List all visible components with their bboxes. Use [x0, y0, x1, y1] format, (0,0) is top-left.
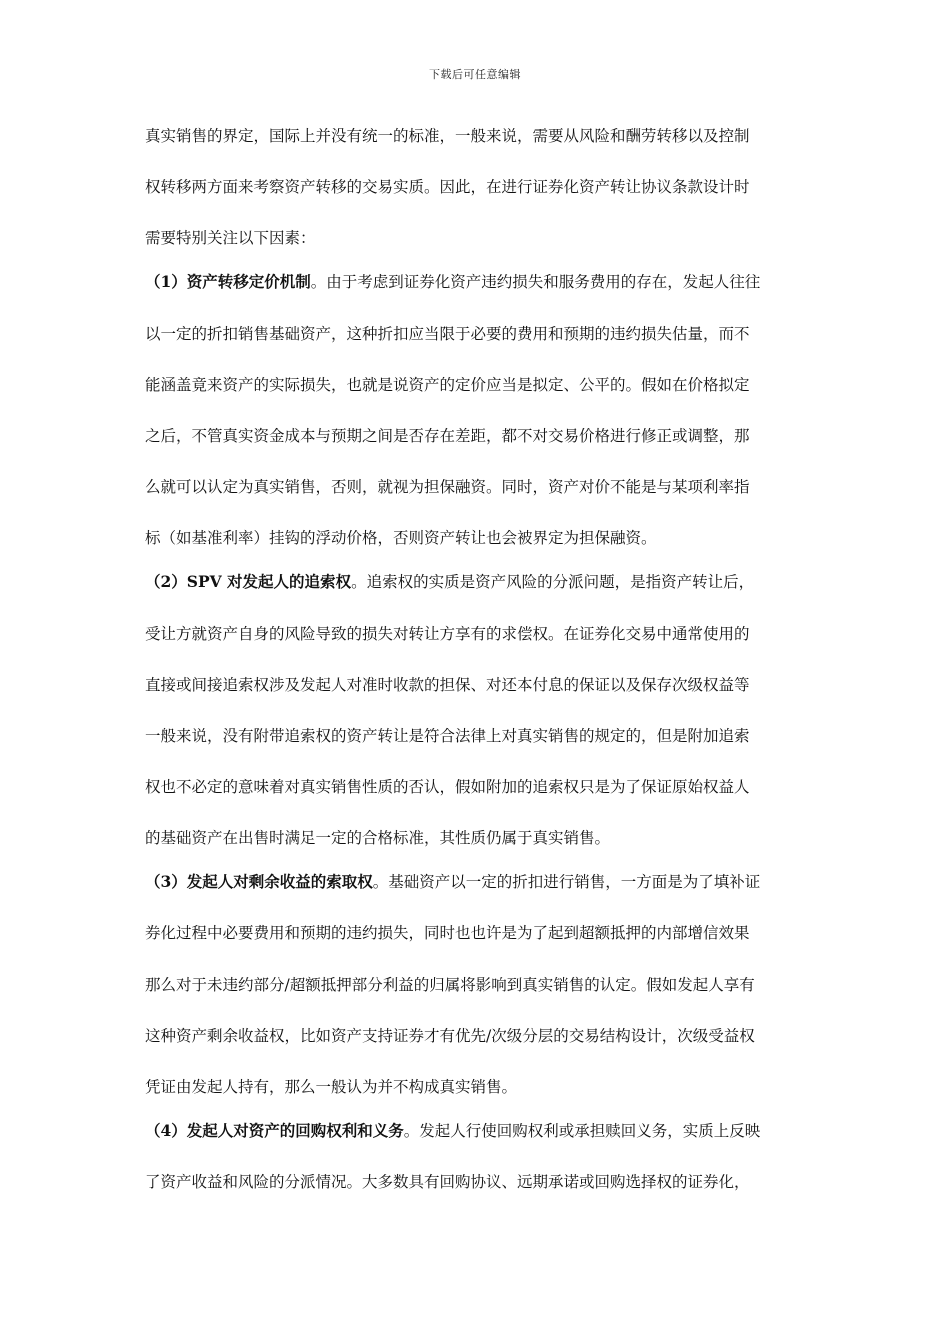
text-line: 权也不必定的意味着对真实销售性质的否认，假如附加的追索权只是为了保证原始权益人: [145, 778, 750, 797]
text-line: 以一定的折扣销售基础资产，这种折扣应当限于必要的费用和预期的违约损失估量，而不: [145, 324, 750, 343]
text-line: 标（如基准利率）挂钩的浮动价格，否则资产转让也会被界定为担保融资。: [145, 529, 657, 548]
text-line: 之后，不管真实资金成本与预期之间是否存在差距，都不对交易价格进行修正或调整，那: [145, 426, 750, 445]
section-heading-line: （4）发起人对资产的回购权利和义务。发起人行使回购权利或承担赎回义务，实质上反映: [145, 1121, 761, 1140]
section-heading-line: （1）资产转移定价机制。由于考虑到证券化资产违约损失和服务费用的存在，发起人往往: [145, 272, 761, 292]
page-header: 下载后可任意编辑: [429, 68, 521, 81]
text-line: 的基础资产在出售时满足一定的合格标准，其性质仍属于真实销售。: [145, 829, 611, 848]
text-line: 一般来说，没有附带追索权的资产转让是符合法律上对真实销售的规定的，但是附加追索: [145, 726, 750, 745]
text-line: 直接或间接追索权涉及发起人对准时收款的担保、对还本付息的保证以及保存次级权益等: [145, 675, 750, 694]
text-line: 了资产收益和风险的分派情况。大多数具有回购协议、远期承诺或回购选择权的证券化，: [145, 1173, 750, 1192]
section-heading: （4）发起人对资产的回购权利和义务: [145, 1121, 404, 1140]
text-line: 这种资产剩余收益权，比如资产支持证券才有优先/次级分层的交易结构设计，次级受益权: [145, 1026, 755, 1045]
text-line: 能涵盖竟来资产的实际损失，也就是说资产的定价应当是拟定、公平的。假如在价格拟定: [145, 375, 750, 394]
section-heading: （1）资产转移定价机制: [145, 272, 311, 292]
section-heading-line: （2）SPV 对发起人的追索权。追索权的实质是资产风险的分派问题，是指资产转让后，: [145, 572, 755, 592]
text-line: 受让方就资产自身的风险导致的损失对转让方享有的求偿权。在证券化交易中通常使用的: [145, 624, 750, 643]
text-line: 需要特别关注以下因素：: [145, 229, 316, 248]
section-heading-line: （3）发起人对剩余收益的索取权。基础资产以一定的折扣进行销售，一方面是为了填补证: [145, 872, 761, 892]
text-line: 真实销售的界定，国际上并没有统一的标准，一般来说，需要从风险和酬劳转移以及控制: [145, 127, 750, 145]
text-line: 权转移两方面来考察资产转移的交易实质。因此，在进行证券化资产转让协议条款设计时: [145, 178, 750, 197]
text-line: 券化过程中必要费用和预期的违约损失，同时也也许是为了起到超额抵押的内部增信效果: [145, 924, 750, 943]
text-line: 凭证由发起人持有，那么一般认为并不构成真实销售。: [145, 1078, 518, 1096]
section-heading: （2）SPV 对发起人的追索权: [145, 572, 352, 592]
section-heading: （3）发起人对剩余收益的索取权: [145, 872, 373, 892]
document-body: [145, 121, 809, 1218]
text-line: 么就可以认定为真实销售，否则，就视为担保融资。同时，资产对价不能是与某项利率指: [145, 478, 750, 497]
text-line: 那么对于未违约部分/超额抵押部分利益的归属将影响到真实销售的认定。假如发起人享有: [145, 975, 755, 994]
